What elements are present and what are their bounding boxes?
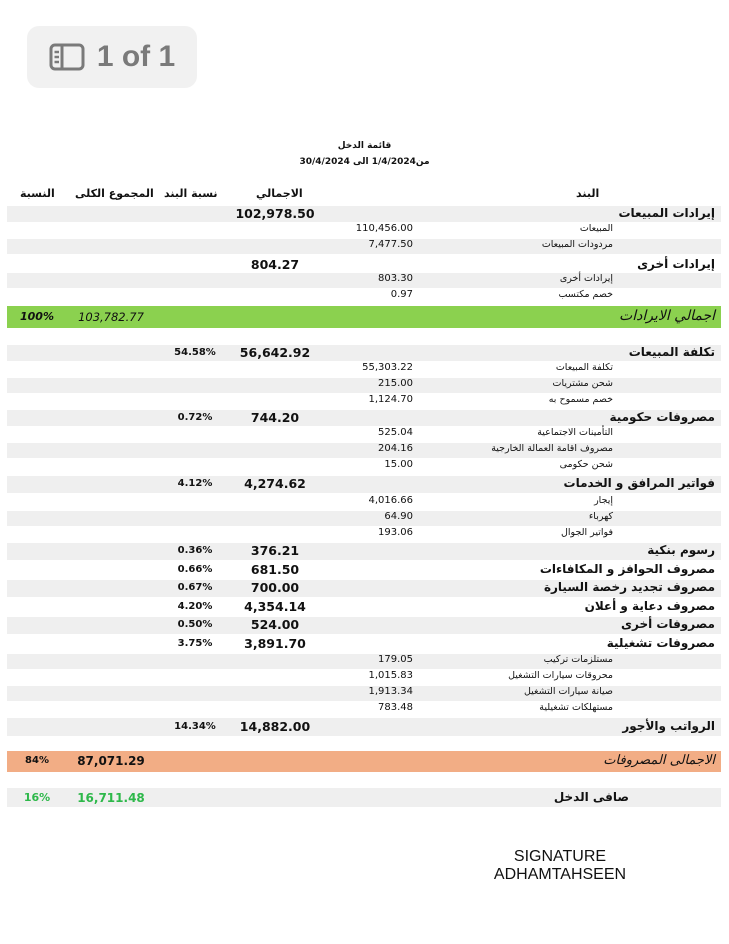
page-indicator-badge[interactable] bbox=[27, 26, 197, 88]
table-row bbox=[7, 206, 721, 222]
sub-amount: 7,477.50 bbox=[368, 239, 413, 250]
sub-amount: 1,124.70 bbox=[368, 394, 413, 405]
net-income-row bbox=[7, 788, 721, 807]
item-ratio: 0.50% bbox=[177, 619, 213, 630]
sub-label: إيجار bbox=[594, 495, 613, 506]
sub-amount: 55,303.22 bbox=[362, 362, 413, 373]
sub-label: شحن حكومى bbox=[559, 459, 613, 470]
item-ratio: 4.12% bbox=[177, 478, 213, 489]
net-income-grand-total: 16,711.48 bbox=[77, 791, 145, 805]
table-row bbox=[7, 580, 721, 597]
sub-label: إيرادات أخرى bbox=[559, 273, 613, 284]
category-label: مصروفات حكومية bbox=[609, 410, 715, 424]
signature-line-1: SIGNATURE bbox=[513, 848, 607, 865]
item-ratio: 0.67% bbox=[177, 582, 213, 593]
sub-amount: 15.00 bbox=[384, 459, 413, 470]
sub-amount: 1,015.83 bbox=[368, 670, 413, 681]
sub-label: مصروف اقامة العمالة الخارجية bbox=[491, 443, 613, 454]
category-label: إيرادات المبيعات bbox=[618, 206, 715, 220]
sub-label: مردودات المبيعات bbox=[541, 239, 613, 250]
table-row bbox=[7, 527, 721, 542]
category-label: مصروف دعاية و أعلان bbox=[584, 599, 715, 613]
net-income-label: صافى الدخل bbox=[553, 790, 629, 804]
category-total: 681.50 bbox=[250, 562, 300, 577]
signature-line-2: ADHAMTAHSEEN bbox=[493, 866, 627, 883]
category-label: تكلفة المبيعات bbox=[628, 345, 715, 359]
col-header-total: الاجمالي bbox=[256, 187, 303, 200]
sub-amount: 179.05 bbox=[378, 654, 413, 665]
category-label: إيرادات أخرى bbox=[637, 257, 715, 271]
table-row bbox=[7, 289, 721, 304]
sub-amount: 215.00 bbox=[378, 378, 413, 389]
table-row bbox=[7, 345, 721, 361]
net-income-percent: 16% bbox=[23, 791, 51, 804]
revenue-percent: 100% bbox=[20, 310, 54, 323]
col-header-item-ratio: نسبة البند bbox=[164, 187, 218, 200]
sub-amount: 4,016.66 bbox=[368, 495, 413, 506]
sub-label: مستهلكات تشغيلية bbox=[539, 702, 613, 713]
item-ratio: 0.72% bbox=[177, 412, 213, 423]
table-row bbox=[7, 427, 721, 442]
category-label: مصروفات تشغيلية bbox=[606, 636, 715, 650]
table-row bbox=[7, 686, 721, 701]
sub-label: خصم مكتسب bbox=[558, 289, 613, 300]
category-total: 700.00 bbox=[250, 580, 300, 595]
category-label: الرواتب والأجور bbox=[622, 719, 715, 733]
table-row bbox=[7, 443, 721, 458]
table-row bbox=[7, 702, 721, 717]
category-total: 56,642.92 bbox=[239, 345, 311, 360]
revenue-grand-total: 103,782.77 bbox=[78, 310, 144, 324]
signature-block bbox=[480, 848, 640, 884]
table-row bbox=[7, 599, 721, 616]
col-header-ratio: النسبة bbox=[20, 187, 55, 200]
sub-amount: 0.97 bbox=[390, 289, 413, 300]
sub-amount: 64.90 bbox=[384, 511, 413, 522]
expenses-total-label: الاجمالى المصروفات bbox=[603, 753, 715, 768]
expenses-grand-total: 87,071.29 bbox=[77, 754, 145, 768]
sub-label: تكلفة المبيعات bbox=[555, 362, 613, 373]
total-expenses-row bbox=[7, 751, 721, 772]
table-row bbox=[7, 617, 721, 634]
sub-label: فواتير الجوال bbox=[561, 527, 613, 538]
category-label: مصروف الحوافز و المكافاءات bbox=[539, 562, 715, 576]
sub-amount: 803.30 bbox=[378, 273, 413, 284]
item-ratio: 54.58% bbox=[174, 347, 216, 358]
item-ratio: 0.66% bbox=[177, 564, 213, 575]
category-label: فواتير المرافق و الخدمات bbox=[563, 476, 715, 490]
sidebar-page-icon bbox=[49, 43, 85, 71]
category-total: 744.20 bbox=[250, 410, 300, 425]
table-row bbox=[7, 495, 721, 510]
table-row bbox=[7, 459, 721, 474]
item-ratio: 0.36% bbox=[177, 545, 213, 556]
sub-label: صيانة سيارات التشغيل bbox=[523, 686, 613, 697]
table-row bbox=[7, 636, 721, 653]
table-row bbox=[7, 410, 721, 426]
table-row bbox=[7, 543, 721, 560]
table-row bbox=[7, 718, 721, 736]
sub-label: شحن مشتريات bbox=[552, 378, 613, 389]
item-ratio: 14.34% bbox=[174, 721, 216, 732]
table-row bbox=[7, 273, 721, 288]
sub-amount: 1,913.34 bbox=[368, 686, 413, 697]
sub-label: كهرباء bbox=[588, 511, 613, 522]
table-row bbox=[7, 394, 721, 409]
table-row bbox=[7, 654, 721, 669]
statement-period: من1/4/2024 الى 30/4/2024 bbox=[299, 157, 430, 167]
category-total: 804.27 bbox=[250, 257, 300, 272]
total-revenue-row bbox=[7, 306, 721, 328]
sub-amount: 193.06 bbox=[378, 527, 413, 538]
table-row bbox=[7, 223, 721, 238]
category-total: 102,978.50 bbox=[235, 206, 315, 221]
category-total: 3,891.70 bbox=[244, 636, 306, 651]
revenue-total-label: اجمالي الايرادات bbox=[619, 308, 715, 324]
category-total: 14,882.00 bbox=[239, 719, 311, 734]
category-label: رسوم بنكية bbox=[647, 543, 715, 557]
table-row bbox=[7, 378, 721, 393]
sub-label: المبيعات bbox=[579, 223, 613, 234]
sub-amount: 204.16 bbox=[378, 443, 413, 454]
table-row bbox=[7, 562, 721, 579]
col-header-item: البند bbox=[576, 187, 600, 200]
table-row bbox=[7, 670, 721, 685]
sub-label: محروقات سيارات التشغيل bbox=[508, 670, 613, 681]
sub-label: مستلزمات تركيب bbox=[543, 654, 613, 665]
sub-amount: 783.48 bbox=[378, 702, 413, 713]
sub-amount: 525.04 bbox=[378, 427, 413, 438]
col-header-grand-total: المجموع الكلى bbox=[75, 187, 154, 200]
table-row bbox=[7, 239, 721, 254]
table-row bbox=[7, 476, 721, 493]
table-row bbox=[7, 511, 721, 526]
sub-label: خصم مسموح به bbox=[548, 394, 613, 405]
sub-label: التأمينات الاجتماعية bbox=[537, 427, 613, 438]
item-ratio: 4.20% bbox=[177, 601, 213, 612]
page-indicator-text: 1 of 1 bbox=[96, 40, 176, 73]
category-total: 4,354.14 bbox=[244, 599, 306, 614]
category-total: 524.00 bbox=[250, 617, 300, 632]
statement-title: قائمة الدخل bbox=[337, 141, 392, 151]
expenses-percent: 84% bbox=[25, 755, 49, 766]
category-total: 4,274.62 bbox=[244, 476, 306, 491]
table-row bbox=[7, 257, 721, 273]
category-label: مصروف تجديد رخصة السيارة bbox=[543, 580, 715, 594]
category-total: 376.21 bbox=[250, 543, 300, 558]
sub-amount: 110,456.00 bbox=[355, 223, 413, 234]
item-ratio: 3.75% bbox=[177, 638, 213, 649]
category-label: مصروفات أخرى bbox=[620, 617, 715, 631]
table-row bbox=[7, 362, 721, 377]
